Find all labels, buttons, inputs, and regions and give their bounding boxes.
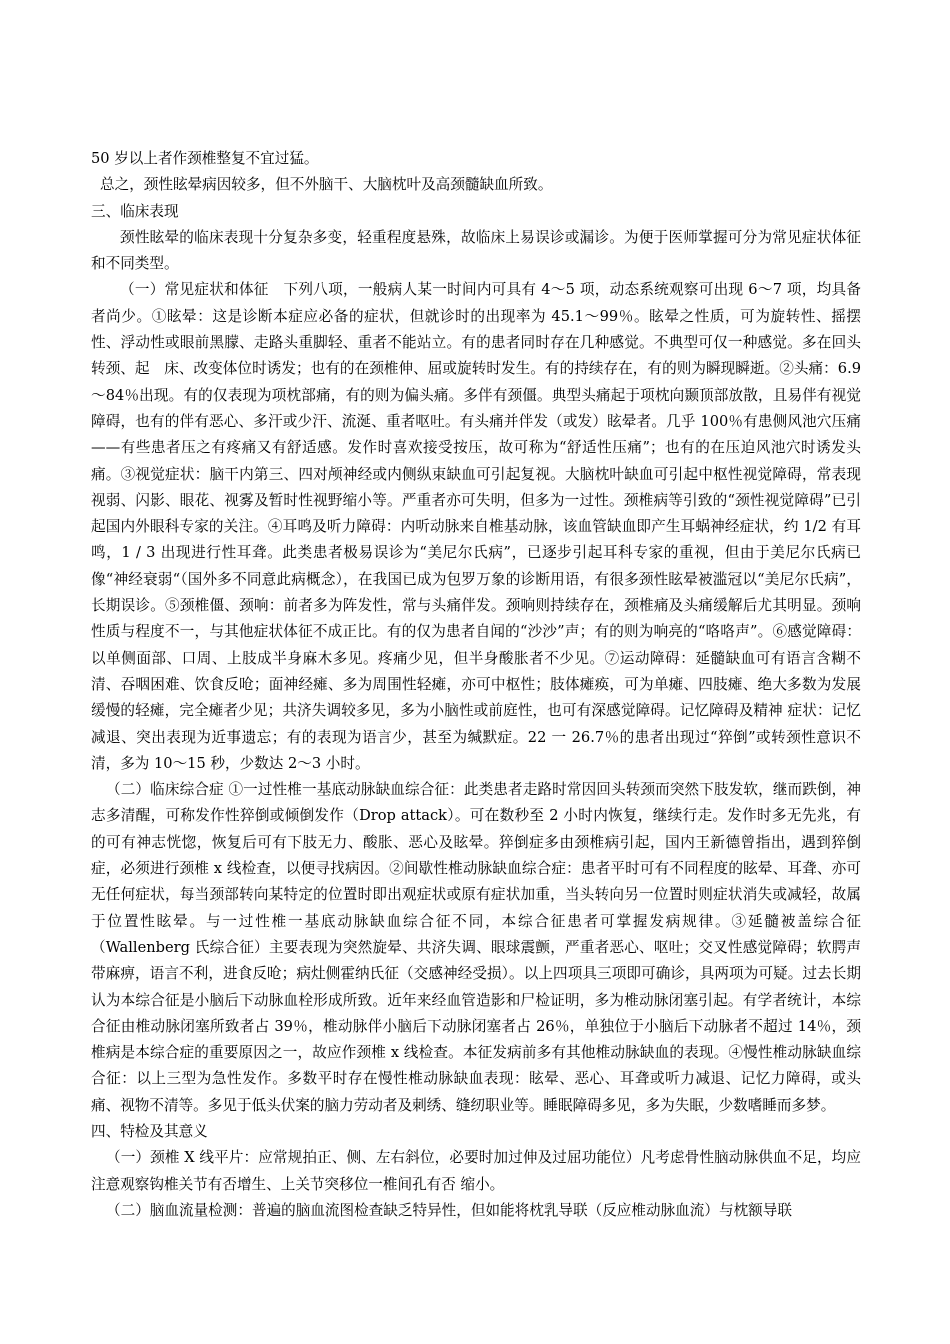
document-body (91, 146, 861, 1224)
summary-paragraph: 总之，颈性眩晕病因较多，但不外脑干、大脑枕叶及高颈髓缺血所致。 (100, 176, 553, 194)
xray-paragraph: （一）颈椎 X 线平片：应常规拍正、侧、左右斜位，必要时加过伸及过屈功能位）凡考虑骨性脑动脉供血不足，均应注意观察钩椎关节有否增生、上关节突移位一椎间孔有否 缩小。 (91, 1149, 861, 1193)
section-heading-clinical: 三、临床表现 (91, 202, 179, 220)
intro-line: 50 岁以上者作颈椎整复不宜过猛。 (91, 150, 319, 167)
section-heading-exams: 四、特检及其意义 (91, 1122, 208, 1140)
bloodflow-paragraph: （二）脑血流量检测：普遍的脑血流图检查缺乏特异性，但如能将枕乳导联（反应椎动脉血流）与枕额导联 (106, 1201, 792, 1219)
clinical-intro-paragraph: 颈性眩晕的临床表现十分复杂多变，轻重程度悬殊，故临床上易误诊或漏诊。为便于医师掌握可分为常见症状体征和不同类型。 (91, 228, 861, 273)
syndromes-paragraph: （二）临床综合症 ①一过性椎一基底动脉缺血综合征：此类患者走路时常因回头转颈而突然下肢发软，继而跌倒，神志多清醒，可称发作性猝倒或倾倒发作（Drop attack）。可在数秒至 2 小时内恢复，继续行走。发作时多无先兆，有的可有神志恍惚，恢复后可有下肢无力、酸胀、恶心及眩晕。猝倒症多由颈椎病引起，国内王新德曾指出，遇到猝倒症，必须进行颈椎 x 线检查，以便寻找病因。②间歇性椎动脉缺血综合症：患者平时可有不同程度的眩晕、耳聋、亦可无任何症状，每当颈部转向某特定的位置时即出观症状或原有症状加重，当头转向另一位置时则症状消失或减轻，故属于位置性眩晕。与一过性椎一基底动脉缺血综合征不同，本综合征患者可掌握发病规律。③延髓被盖综合征（Wallenberg 氏综合征）主要表现为突然旋晕、共济失调、眼球震颤，严重者恶心、呕吐；交叉性感觉障碍；软腭声带麻痹，语言不利，进食反呛；病灶侧霍纳氏征（交感神经受损）。以上四项具三项即可确诊，具两项为可疑。过去长期认为本综合征是小脑后下动脉血栓形成所致。近年来经血管造影和尸检证明，多为椎动脉闭塞引起。有学者统计，本综合征由椎动脉闭塞所致者占 39％，椎动脉伴小脑后下动脉闭塞者占 26％，单独位于小脑后下动脉者不超过 14％，颈椎病是本综合症的重要原因之一，故应作颈椎 x 线检查。本征发病前多有其他椎动脉缺血的表现。④慢性椎动脉缺血综合征：以上三型为急性发作。多数平时存在慢性椎动脉缺血表现：眩晕、恶心、耳聋或听力减退、记忆力障碍，或头痛、视物不清等。多见于低头伏案的脑力劳动者及刺绣、缝纫职业等。睡眠障碍多见，多为失眠，少数嗜睡而多梦。 (91, 781, 861, 1114)
symptoms-paragraph: （一）常见症状和体征 下列八项，一般病人某一时间内可具有 4～5 项，动态系统观察可出现 6～7 项，均具备者尚少。①眩晕：这是诊断本症应必备的症状，但就诊时的出现率为 45.1～99％。眩晕之性质，可为旋转性、摇摆性、浮动性或眼前黑朦、走路头重脚轻、重者不能站立。有的患者同时存在几种感觉。不典型可仅一种感觉。多在回头转颈、起 床、改变体位时诱发；也有的在颈椎伸、屈或旋转时发生。有的持续存在，有的则为瞬现瞬逝。②头痛：6.9～84％出现。有的仅表现为项枕部痛，有的则为偏头痛。多伴有颈僵。典型头痛起于项枕向颞顶部放散，且易伴有视觉障碍，也有的伴有恶心、多汗或少汗、流涎、重者呕吐。有头痛并伴发（或发）眩晕者。几乎 100％有患侧风池穴压痛——有些患者压之有疼痛又有舒适感。发作时喜欢接受按压，故可称为“舒适性压痛”；也有的在压迫风池穴时诱发头痛。③视觉症状：脑干内第三、四对颅神经或内侧纵束缺血可引起复视。大脑枕叶缺血可引起中枢性视觉障碍，常表现视弱、闪影、眼花、视雾及暂时性视野缩小等。严重者亦可失明，但多为一过性。颈椎病等引致的“颈性视觉障碍”已引起国内外眼科专家的关注。④耳鸣及听力障碍：内听动脉来自椎基动脉，该血管缺血即产生耳蜗神经症状，约 1/2 有耳鸣，1 / 3 出现进行性耳聋。此类患者极易误诊为“美尼尔氏病”，已逐步引起耳科专家的重视，但由于美尼尔氏病已像“神经衰弱“（国外多不同意此病概念），在我国已成为包罗万象的诊断用语，有很多颈性眩晕被滥冠以“美尼尔氏病”，长期误诊。⑤颈椎僵、颈响：前者多为阵发性，常与头痛伴发。颈响则持续存在，颈椎痛及头痛缓解后尤其明显。颈响性质与程度不一，与其他症状体征不成正比。有的仅为患者自闻的“沙沙”声；有的则为响亮的“咯咯声”。⑥感觉障碍：以单侧面部、口周、上肢成半身麻木多见。疼痛少见，但半身酸胀者不少见。⑦运动障碍：延髓缺血可有语言含糊不清、吞咽困难、饮食反呛；面神经瘫、多为周围性轻瘫，亦可中枢性；肢体瘫痪，可为单瘫、四肢瘫、绝大多数为发展缓慢的轻瘫，完全瘫者少见；共济失调较多见，多为小脑性或前庭性，也可有深感觉障碍。记忆障碍及精神 症状：记忆减退、突出表现为近事遗忘；有的表现为语言少，甚至为缄默症。22 一 26.7％的患者出现过“猝倒”或转颈性意识不清，多为 10～15 秒，少数达 2～3 小时。 (91, 281, 861, 772)
